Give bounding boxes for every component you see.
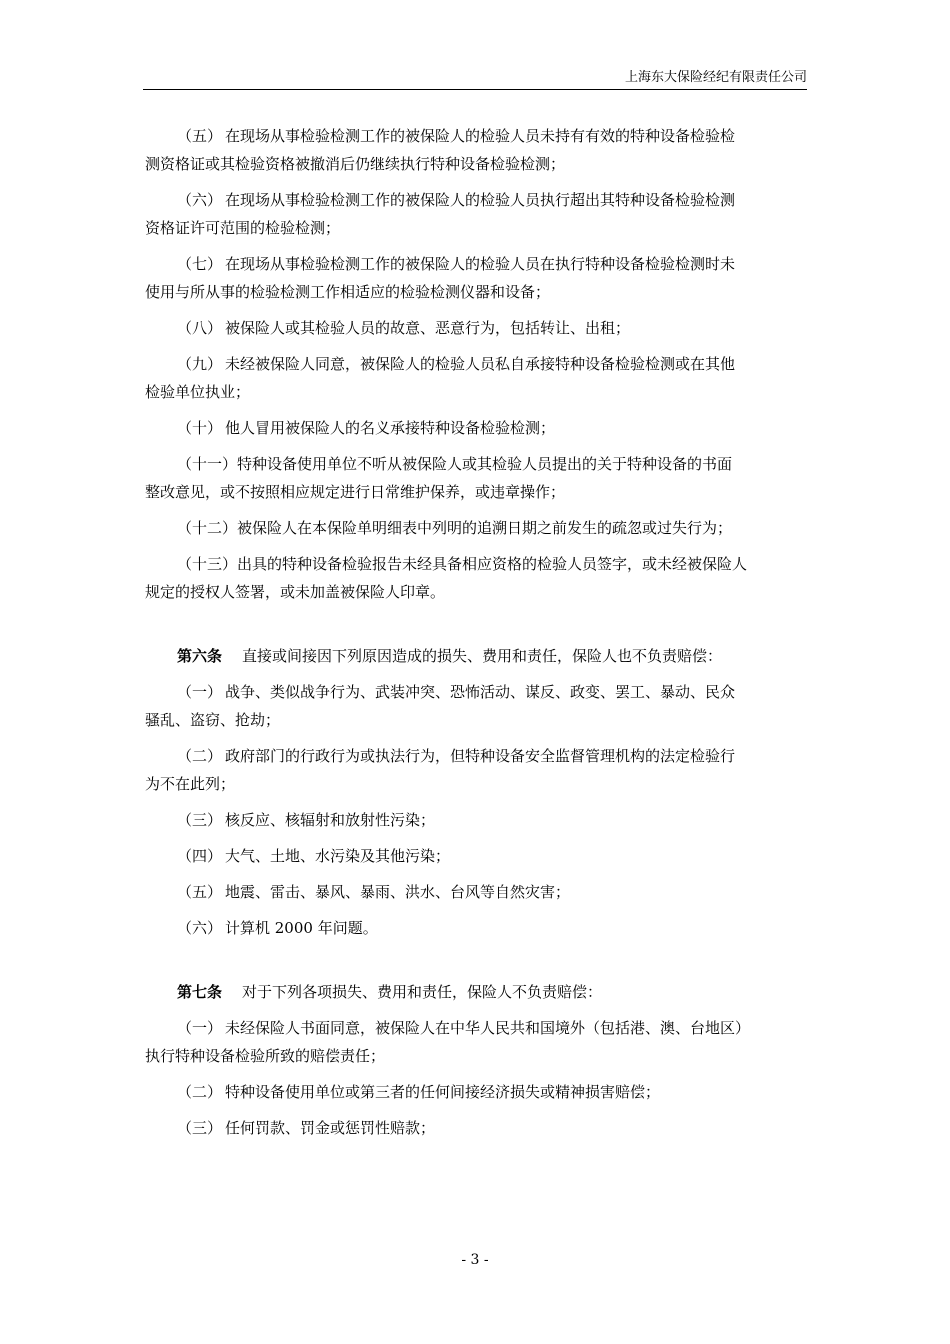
list-item	[145, 1114, 807, 1142]
item-text: 特种设备使用单位不听从被保险人或其检验人员提出的关于特种设备的书面	[237, 455, 733, 473]
list-item	[145, 678, 807, 734]
list-item	[145, 514, 807, 542]
item-text: 地震、雷击、暴风、暴雨、洪水、台风等自然灾害；	[225, 883, 571, 901]
item-marker: （九）	[177, 355, 223, 373]
list-item	[145, 806, 807, 834]
item-text: 出具的特种设备检验报告未经具备相应资格的检验人员签字，或未经被保险人	[237, 555, 748, 573]
item-text-cont: 整改意见，或不按照相应规定进行日常维护保养，或违章操作；	[145, 483, 566, 501]
item-marker: （二）	[177, 1083, 223, 1101]
document-body	[145, 122, 807, 1150]
list-item	[145, 550, 807, 606]
item-text: 被保险人或其检验人员的故意、恶意行为，包括转让、出租；	[225, 319, 631, 337]
item-marker: （五）	[177, 127, 223, 145]
item-marker: （十三）	[177, 555, 238, 573]
item-text-cont: 为不在此列；	[145, 775, 236, 793]
list-item	[145, 878, 807, 906]
item-marker: （十二）	[177, 519, 238, 537]
list-item	[145, 742, 807, 798]
item-text: 未经保险人书面同意，被保险人在中华人民共和国境外（包括港、澳、台地区）	[225, 1019, 751, 1037]
item-text: 他人冒用被保险人的名义承接特种设备检验检测；	[225, 419, 556, 437]
page-number: - 3 -	[461, 1252, 489, 1268]
item-text: 被保险人在本保险单明细表中列明的追溯日期之前发生的疏忽或过失行为；	[237, 519, 733, 537]
item-text-cont: 测资格证或其检验资格被撤消后仍继续执行特种设备检验检测；	[145, 155, 566, 173]
item-marker: （六）	[177, 191, 223, 209]
item-marker: （五）	[177, 883, 223, 901]
item-text-cont: 使用与所从事的检验检测工作相适应的检验检测仪器和设备；	[145, 283, 551, 301]
item-text-cont: 骚乱、盗窃、抢劫；	[145, 711, 281, 729]
list-item	[145, 1014, 807, 1070]
item-marker: （一）	[177, 1019, 223, 1037]
item-text-cont: 检验单位执业；	[145, 383, 251, 401]
item-marker: （三）	[177, 811, 223, 829]
list-item	[145, 914, 807, 942]
item-marker: （八）	[177, 319, 223, 337]
item-text: 大气、土地、水污染及其他污染；	[225, 847, 451, 865]
item-text: 在现场从事检验检测工作的被保险人的检验人员未持有有效的特种设备检验检	[225, 127, 736, 145]
item-marker: （六）	[177, 919, 223, 937]
article-title: 第六条	[177, 647, 223, 665]
article-7	[145, 978, 807, 1006]
page-header	[143, 66, 807, 90]
list-item	[145, 250, 807, 306]
item-text: 在现场从事检验检测工作的被保险人的检验人员在执行特种设备检验检测时未	[225, 255, 736, 273]
list-item	[145, 842, 807, 870]
item-marker: （十）	[177, 419, 223, 437]
list-item	[145, 122, 807, 178]
list-item	[145, 1078, 807, 1106]
item-text: 特种设备使用单位或第三者的任何间接经济损失或精神损害赔偿；	[225, 1083, 661, 1101]
item-marker: （四）	[177, 847, 223, 865]
item-marker: （一）	[177, 683, 223, 701]
article-text: 对于下列各项损失、费用和责任，保险人不负责赔偿：	[242, 983, 603, 1001]
article-6	[145, 642, 807, 670]
item-marker: （七）	[177, 255, 223, 273]
item-text-cont: 规定的授权人签署，或未加盖被保险人印章。	[145, 583, 446, 601]
list-item	[145, 414, 807, 442]
list-item	[145, 186, 807, 242]
item-text-cont: 资格证许可范围的检验检测；	[145, 219, 341, 237]
list-item	[145, 450, 807, 506]
item-text: 计算机 2000 年问题。	[225, 919, 378, 937]
article-text: 直接或间接因下列原因造成的损失、费用和责任，保险人也不负责赔偿：	[242, 647, 723, 665]
list-item	[145, 314, 807, 342]
item-marker: （二）	[177, 747, 223, 765]
item-text: 核反应、核辐射和放射性污染；	[225, 811, 436, 829]
company-name: 上海东大保险经纪有限责任公司	[624, 70, 807, 85]
article-title: 第七条	[177, 983, 223, 1001]
list-item	[145, 350, 807, 406]
item-text: 政府部门的行政行为或执法行为，但特种设备安全监督管理机构的法定检验行	[225, 747, 736, 765]
item-text-cont: 执行特种设备检验所致的赔偿责任；	[145, 1047, 386, 1065]
item-text: 战争、类似战争行为、武装冲突、恐怖活动、谋反、政变、罢工、暴动、民众	[225, 683, 736, 701]
item-text: 未经被保险人同意，被保险人的检验人员私自承接特种设备检验检测或在其他	[225, 355, 736, 373]
item-text: 在现场从事检验检测工作的被保险人的检验人员执行超出其特种设备检验检测	[225, 191, 736, 209]
item-marker: （十一）	[177, 455, 238, 473]
item-marker: （三）	[177, 1119, 223, 1137]
item-text: 任何罚款、罚金或惩罚性赔款；	[225, 1119, 436, 1137]
